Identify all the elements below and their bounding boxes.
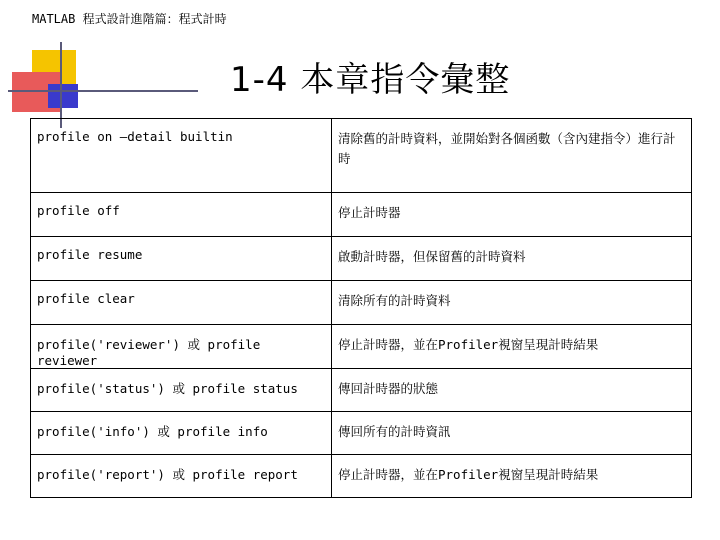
command-cell: profile('status') 或 profile status (31, 369, 332, 412)
command-cell: profile clear (31, 281, 332, 325)
command-table (30, 118, 692, 498)
command-cell: profile('info') 或 profile info (31, 412, 332, 455)
description-cell: 停止計時器 (332, 193, 692, 237)
description-cell: 傳回所有的計時資訊 (332, 412, 692, 455)
command-cell: profile resume (31, 237, 332, 281)
table-row (31, 412, 692, 455)
table-row (31, 119, 692, 193)
decorative-horizontal-line (8, 90, 198, 92)
slide-title: 1-4 本章指令彙整 (230, 60, 511, 100)
description-cell: 傳回計時器的狀態 (332, 369, 692, 412)
description-cell: 啟動計時器，但保留舊的計時資料 (332, 237, 692, 281)
description-cell (332, 119, 692, 193)
table-row (31, 369, 692, 412)
command-cell: profile('report') 或 profile report (31, 455, 332, 498)
command-cell: profile off (31, 193, 332, 237)
command-cell: profile on –detail builtin (31, 119, 332, 193)
table-row (31, 455, 692, 498)
table-row (31, 325, 692, 369)
table-row (31, 237, 692, 281)
slide-header: MATLAB 程式設計進階篇：程式計時 (32, 12, 227, 26)
description-cell: 停止計時器，並在Profiler視窗呈現計時結果 (332, 455, 692, 498)
command-cell: profile('reviewer') 或 profile reviewer (31, 325, 332, 369)
description-text: 清除舊的計時資料，並開始對各個函數（含內建指令）進行計時 (338, 131, 676, 166)
decorative-blue-block (48, 84, 78, 108)
table-row (31, 281, 692, 325)
decorative-vertical-line (60, 42, 62, 128)
description-cell: 清除所有的計時資料 (332, 281, 692, 325)
description-cell: 停止計時器，並在Profiler視窗呈現計時結果 (332, 325, 692, 369)
table-row (31, 193, 692, 237)
